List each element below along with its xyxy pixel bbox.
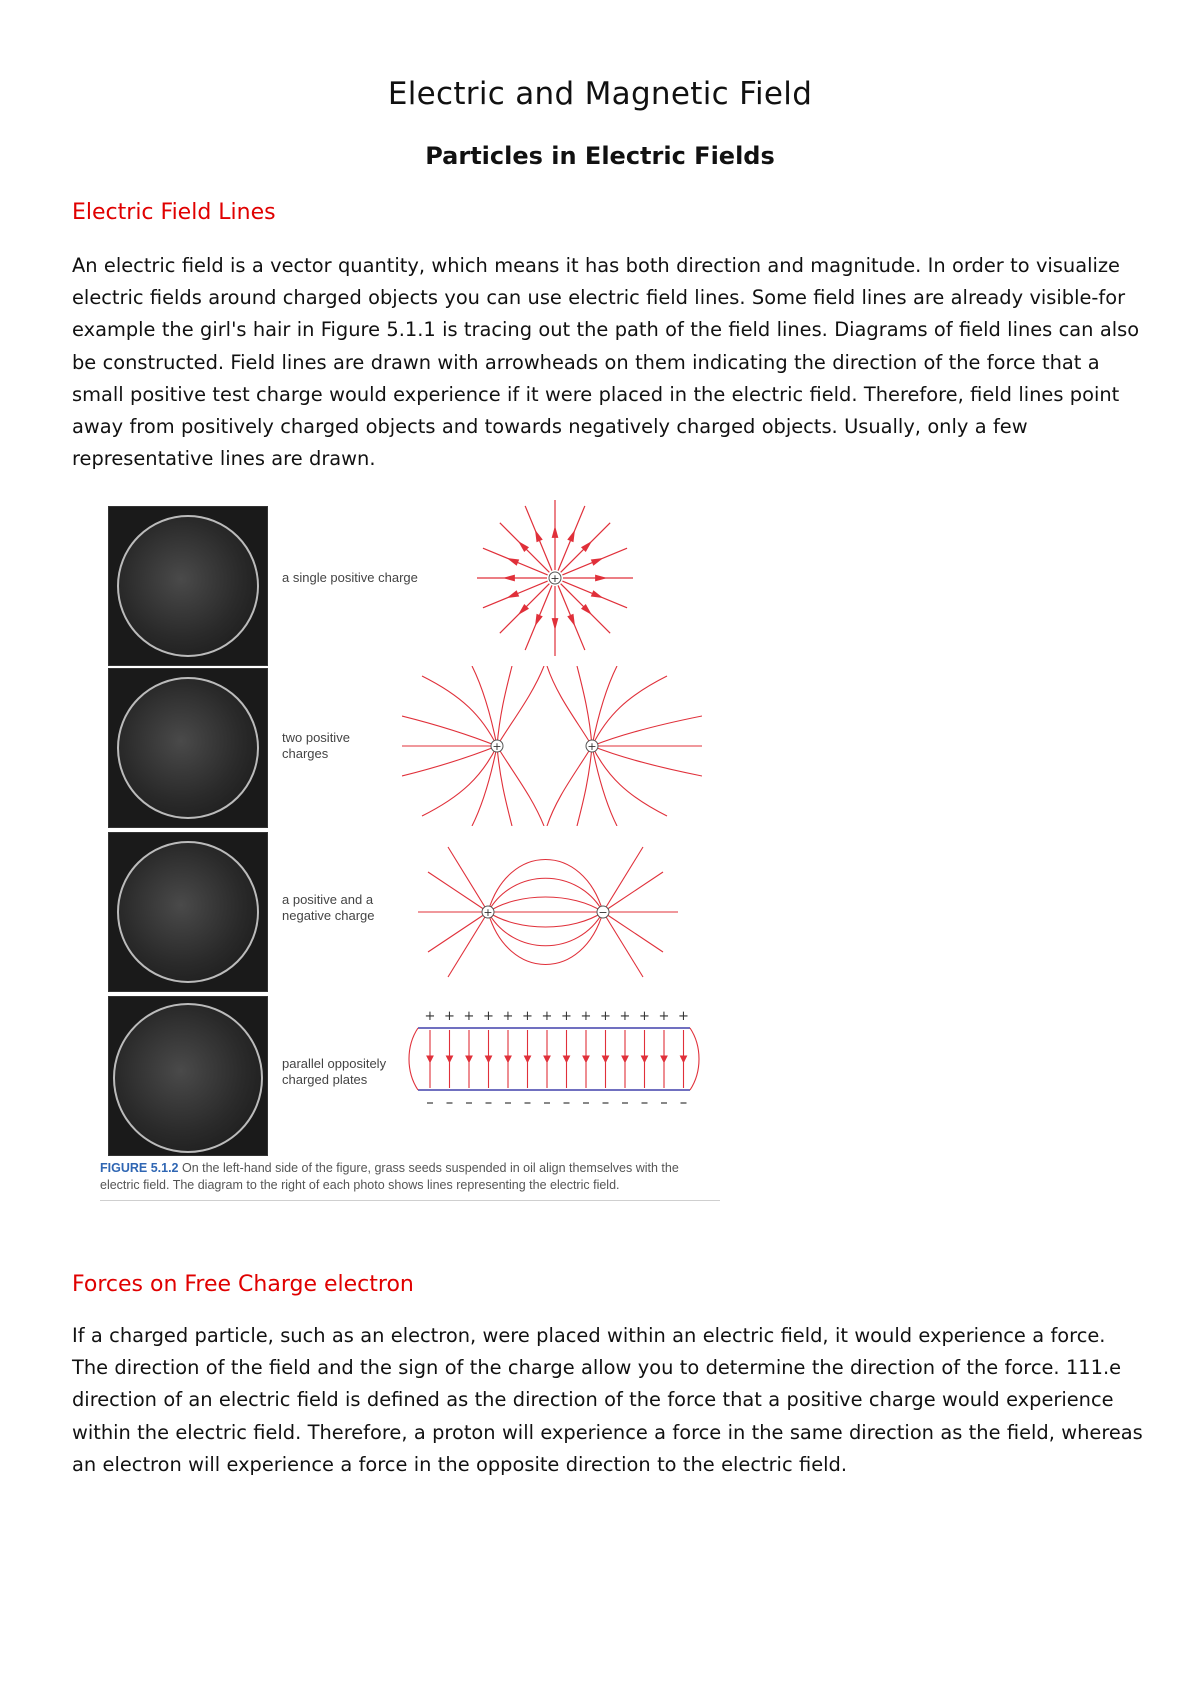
plate-field-arrow [486, 1056, 492, 1062]
negative-sign: − [598, 906, 608, 919]
positive-sign: + [483, 906, 493, 919]
plate-field-arrow [505, 1056, 511, 1062]
photo-two-positive [108, 668, 268, 828]
plate-minus-sign [427, 1102, 433, 1104]
plate-plus-sign: + [444, 1009, 455, 1024]
plate-field-arrow [564, 1056, 570, 1062]
section-paragraph-forces: If a charged particle, such as an electron, were placed within an electric field, it would experience a force. The direction of the field and the sign of the charge allow you to determine the direction of the force. 111.e direction of an electric field is defined as the direction of the force that a positive charge would experience within the electric field. Therefore, a proton will experience a force in the same direction as the field, whereas an electron will experience a force in the opposite direction to the electric field. [72, 1324, 1143, 1476]
diagram-single-positive [400, 498, 718, 658]
field-arrow [592, 591, 602, 597]
diagram-two-positive [402, 666, 702, 826]
plate-field-arrow [447, 1056, 453, 1062]
field-arrow [568, 532, 574, 542]
positive-sign: + [550, 572, 560, 585]
field-arrow [592, 559, 602, 565]
plate-minus-sign [681, 1102, 687, 1104]
plate-minus-sign [466, 1102, 472, 1104]
field-arrow [509, 559, 519, 565]
plate-plus-signs [425, 1009, 689, 1024]
figure-caption-text: On the left-hand side of the figure, grass seeds suspended in oil align themselves with the electric field. The diagram to the right of each photo shows lines representing the electric field. [100, 1161, 679, 1192]
document-title: Electric and Magnetic Field [387, 76, 813, 112]
field-arrow [552, 619, 557, 628]
plate-plus-sign: + [619, 1009, 631, 1024]
field-arrow [552, 528, 557, 537]
figure-divider [100, 1200, 720, 1201]
field-arrow [596, 575, 605, 580]
figure-caption-label: FIGURE 5.1.2 [100, 1161, 179, 1175]
photo-positive-negative [108, 832, 268, 992]
field-arrow [505, 575, 514, 580]
plate-field-arrow [466, 1056, 472, 1062]
plate-plus-sign: + [522, 1009, 533, 1024]
plate-field-arrow [661, 1056, 667, 1062]
section-heading-field-lines: Electric Field Lines [72, 200, 276, 225]
document-subtitle: Particles in Electric Fields [425, 142, 775, 170]
plate-plus-sign: + [483, 1009, 494, 1024]
plate-plus-sign: + [678, 1009, 689, 1024]
plate-minus-signs [427, 1102, 687, 1104]
photo-parallel-plates [108, 996, 268, 1156]
photo-single-charge [108, 506, 268, 666]
diagram-parallel-plates [400, 1006, 710, 1116]
field-arrow [536, 615, 542, 625]
plate-field-arrow [681, 1056, 687, 1062]
plate-plus-sign: + [463, 1009, 475, 1024]
plate-field-arrow [583, 1056, 589, 1062]
figure-5-1-2 [100, 494, 720, 1200]
plate-field-arrow [427, 1056, 433, 1062]
plate-minus-sign [642, 1102, 648, 1104]
plate-field-arrow [544, 1056, 550, 1062]
plate-minus-sign [544, 1102, 550, 1104]
figure-caption [100, 1160, 720, 1194]
field-arrow [536, 532, 542, 542]
plate-field-arrow [525, 1056, 531, 1062]
label-two-positive: two positive charges [282, 730, 350, 761]
section-paragraph-field-lines: An electric field is a vector quantity, which means it has both direction and magnitude. In order to visualize electric fields around charged objects you can use electric field lines. Some field lines are already visible-for example the girl's hair in Figure 5.1.1 is tracing out the path of the field lines. Diagrams of field lines can also be constructed. Field lines are drawn with arrowheads on them indicating the direction of the force that a small positive test charge would experience if it were placed in the electric field. Therefore, field lines point away from positively charged objects and towards negatively charged objects. Usually, only a few representative lines are drawn. [72, 254, 1140, 471]
plate-plus-sign: + [541, 1009, 553, 1024]
label-positive-negative: a positive and a negative charge [282, 892, 375, 923]
plate-minus-sign [583, 1102, 589, 1104]
plate-minus-sign [622, 1102, 628, 1104]
plate-plus-sign: + [561, 1009, 572, 1024]
plate-plus-sign: + [424, 1009, 436, 1024]
plate-plus-sign: + [580, 1009, 592, 1024]
plate-field-arrow [642, 1056, 648, 1062]
plate-minus-sign [661, 1102, 667, 1104]
plate-plus-sign: + [502, 1009, 514, 1024]
plate-field-lines [427, 1030, 687, 1088]
field-lines-two-positive [402, 666, 702, 826]
plate-plus-sign: + [639, 1009, 650, 1024]
plate-field-arrow [622, 1056, 628, 1062]
plate-minus-sign [525, 1102, 531, 1104]
positive-sign-left: + [492, 740, 502, 753]
plate-plus-sign: + [658, 1009, 670, 1024]
field-lines-dipole [418, 847, 678, 977]
plate-minus-sign [505, 1102, 511, 1104]
label-single-positive: a single positive charge [282, 570, 418, 585]
plate-plus-sign: + [600, 1009, 611, 1024]
plate-minus-sign [447, 1102, 453, 1104]
plate-minus-sign [486, 1102, 492, 1104]
plate-minus-sign [603, 1102, 609, 1104]
positive-sign-right: + [587, 740, 597, 753]
field-arrow [568, 615, 574, 625]
field-arrow [509, 591, 519, 597]
plate-minus-sign [564, 1102, 570, 1104]
plate-field-arrow [603, 1056, 609, 1062]
diagram-positive-negative [418, 832, 688, 990]
label-parallel-plates: parallel oppositely charged plates [282, 1056, 387, 1087]
section-heading-forces: Forces on Free Charge electron [72, 1272, 414, 1297]
